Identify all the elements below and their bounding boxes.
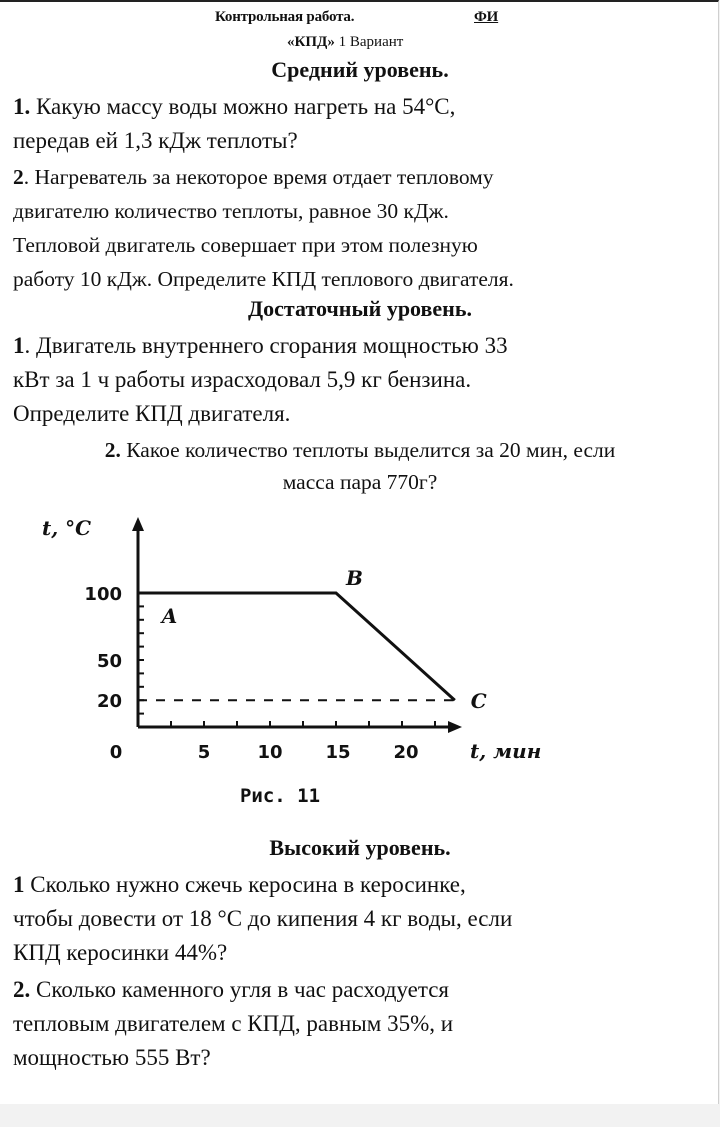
x-tick-label: 5 xyxy=(197,742,211,763)
task-text-line: Какую массу воды можно нагреть на 54°С, xyxy=(36,94,456,119)
x-axis-arrow xyxy=(448,721,462,733)
task-medium-2 xyxy=(13,160,713,296)
point-label-c: C xyxy=(470,689,487,714)
task-text-line: чтобы довести от 18 °С до кипения 4 кг воды, если xyxy=(13,906,513,931)
name-field-label: ФИ xyxy=(474,9,499,25)
task-text-line: тепловым двигателем с КПД, равным 35%, и xyxy=(13,1011,454,1036)
variant-topic: «КПД» xyxy=(287,34,335,50)
task-sufficient-1 xyxy=(13,329,713,431)
x-tick-label: 15 xyxy=(325,742,351,763)
task-text-line: масса пара 770г? xyxy=(282,470,438,494)
chart-svg xyxy=(30,507,590,817)
task-text-line: кВт за 1 ч работы израсходовал 5,9 кг бензина. xyxy=(13,367,472,392)
task-number: 1 xyxy=(13,872,25,897)
task-number: 2. xyxy=(104,438,121,462)
task-number: 1. xyxy=(13,94,31,119)
point-label-a: A xyxy=(161,604,178,628)
figure-caption: Рис. 11 xyxy=(239,785,321,807)
x-tick-label: 10 xyxy=(257,742,283,763)
y-tick-label: 50 xyxy=(96,651,122,672)
document-title: Контрольная работа. xyxy=(215,9,355,25)
task-text-line: двигателю количество теплоты, равное 30 кДж. xyxy=(13,199,449,223)
task-high-1 xyxy=(13,868,713,970)
y-tick-label: 100 xyxy=(84,584,122,605)
point-label-b: B xyxy=(346,566,363,590)
y-axis-arrow xyxy=(132,517,144,531)
task-text-line: Сколько нужно сжечь керосина в керосинке, xyxy=(24,872,466,897)
task-text-line: Определите КПД двигателя. xyxy=(13,401,291,426)
task-text-line: работу 10 кДж. Определите КПД теплового двигателя. xyxy=(13,267,514,291)
level-heading-high: Высокий уровень. xyxy=(269,835,451,860)
task-text-line: КПД керосинки 44%? xyxy=(13,940,228,965)
heating-curve-line xyxy=(138,593,455,700)
task-sufficient-2 xyxy=(10,434,710,498)
task-text-line: Сколько каменного угля в час расходуется xyxy=(30,977,450,1002)
task-text-line: мощностью 555 Вт? xyxy=(13,1045,211,1070)
task-text-line: . Двигатель внутреннего сгорания мощностью 33 xyxy=(24,333,508,358)
x-axis-title: t, мин xyxy=(470,739,542,763)
temperature-chart xyxy=(30,507,590,817)
task-text-line: Какое количество теплоты выделится за 20 мин, если xyxy=(120,438,616,462)
level-heading-sufficient: Достаточный уровень. xyxy=(248,296,472,321)
task-text-line: Тепловой двигатель совершает при этом полезную xyxy=(13,233,478,257)
level-heading-medium: Средний уровень. xyxy=(271,57,449,82)
task-text-line: передав ей 1,3 кДж теплоты? xyxy=(13,128,298,153)
task-medium-1 xyxy=(13,90,713,158)
variant-line xyxy=(287,34,403,51)
task-high-2 xyxy=(13,973,713,1075)
task-text-line: . Нагреватель за некоторое время отдает тепловому xyxy=(23,165,494,189)
task-number: 2 xyxy=(13,165,24,189)
x-tick-label: 20 xyxy=(393,742,419,763)
y-axis-title: t, °С xyxy=(42,516,92,540)
y-tick-label: 20 xyxy=(96,691,122,713)
variant-number: 1 Вариант xyxy=(334,34,404,50)
x-tick-label: 0 xyxy=(109,742,123,763)
task-number: 2. xyxy=(13,977,31,1002)
task-number: 1 xyxy=(13,333,25,358)
